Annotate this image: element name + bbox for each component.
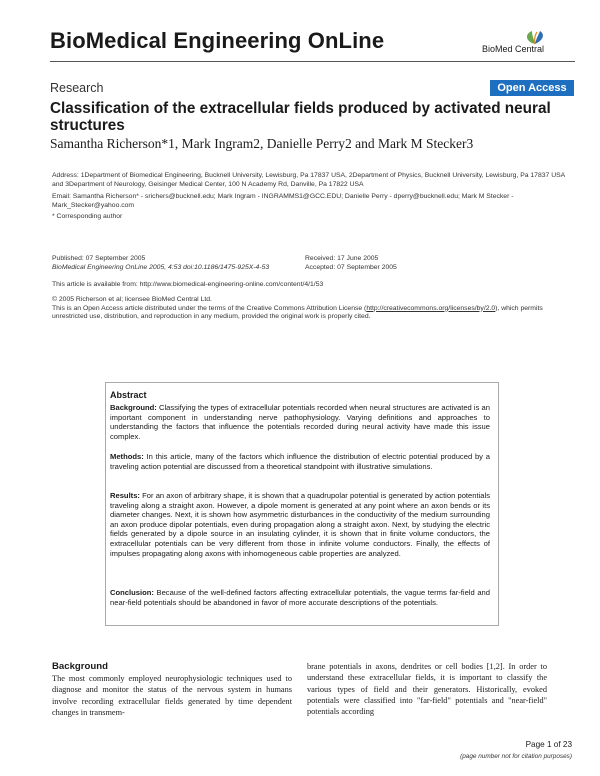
copyright-line: © 2005 Richerson et al; licensee BioMed Central Ltd. [52,296,212,303]
article-title: Classification of the extracellular fields produced by activated neural structures [50,100,551,134]
corresponding-author-note: * Corresponding author [52,213,123,220]
abstract-results-label: Results: [110,491,140,500]
open-access-badge[interactable]: Open Access [490,80,574,96]
body-left-column: The most commonly employed neurophysiologic techniques used to diagnose and monitor the status of the nervous system in humans involve recording extracellular fields generated by time dependent changes in transmem- [52,674,292,717]
page-number-note: (page number not for citation purposes) [460,753,572,760]
dates-info [305,255,565,272]
license-link[interactable]: http://creativecommons.org/licenses/by/2.0 [366,304,496,312]
citation: BioMedical Engineering OnLine 2005, 4:53 doi:10.1186/1475-925X-4-53 [52,263,270,271]
abstract-results [110,491,490,558]
author-emails: Email: Samantha Richerson* - srichers@bucknell.edu; Mark Ingram - INGRAMMS1@GCC.EDU; Danielle Perry - dperry@bucknell.edu; Mark M Stecker - Mark_Stecker@yahoo.com [52,193,514,209]
abstract-conclusion-label: Conclusion: [110,588,154,597]
abstract-background-label: Background: [110,403,157,412]
abstract-heading: Abstract [110,390,147,400]
license-post: ), which permits unrestricted use, distribution, and reproduction in any medium, provided the original work is properly cited. [52,304,543,321]
authors-text: Samantha Richerson*1, Mark Ingram2, Danielle Perry2 and Mark M Stecker3 [50,136,474,151]
journal-title: BioMedical Engineering OnLine [50,28,385,53]
availability-note: This article is available from: http://www.biomedical-engineering-online.com/content/4/1/53 [52,281,324,288]
abstract-background-text: Classifying the types of extracellular potentials recorded when neural structures are activated is an important component in understanding nerve pathophysiology. Varying definitions and approaches to understanding the factors that influence the potentials recorded during neural activity have made this issue complex. [110,403,490,441]
section-label: Research [50,81,104,95]
biomed-central-logo [480,30,570,58]
license-text [52,305,574,322]
body-right-column: brane potentials in axons, dendrites or cell bodies [1,2]. In order to understand these extracellular fields, it is important to classify the various types of field and their generators. Historically, evoked potentials were classified into "far-field" potentials and "near-field" potentials according [307,662,547,717]
license-pre: This is an Open Access article distributed under the terms of the Creative Commons Attribution License ( [52,304,367,312]
abstract-results-text: For an axon of arbitrary shape, it is shown that a quadrupolar potential is generated by action potentials traveling along a straight axon. However, a dipole moment is generated at any point where an axon bends or its diameter changes. Next, it is shown how asymmetric disturbances in the conductivity of the medium surrounding an axon produce dipolar potentials, even during propagation along a straight axon. Next, by studying the electric fields generated by a dipole source in an insulating cylinder, it is shown that in finite volume conductors, the extracellular potentials can be very different from those in infinite volume conductors. Finally, the effects of impulses propagating along axons with inhomogeneous cable properties are analyzed. [110,491,490,558]
abstract-conclusion [110,588,490,607]
license-block [52,296,574,322]
header-rule [50,61,575,62]
received-date: Received: 17 June 2005 [305,255,379,262]
logo-text: BioMed Central [482,44,545,54]
background-heading: Background [52,661,108,672]
author-address: Address: 1Department of Biomedical Engineering, Bucknell University, Lewisburg, Pa 17837 USA, 2Department of Physics, Bucknell University, Lewisburg, Pa 17837 USA and 3Department of Neurology, Geisinger Medical Center, 100 N Academy Rd, Danville, Pa 17822 USA [52,172,565,188]
abstract-methods [110,452,490,471]
abstract-methods-text: In this article, many of the factors which influence the distribution of electric potential produced by a traveling action potential are discussed from a theoretical standpoint with illustrative simulations. [110,452,490,471]
publication-info [52,255,302,272]
abstract-methods-label: Methods: [110,452,144,461]
page-number: Page 1 of 23 [525,740,572,749]
abstract-conclusion-text: Because of the well-defined factors affecting extracellular potentials, the vague terms far-field and near-field potentials should be abandoned in favor of more accurate descriptions of the potentials. [110,588,490,607]
accepted-date: Accepted: 07 September 2005 [305,263,397,271]
published-date: Published: 07 September 2005 [52,255,146,262]
author-list [50,136,570,152]
abstract-background [110,403,490,441]
